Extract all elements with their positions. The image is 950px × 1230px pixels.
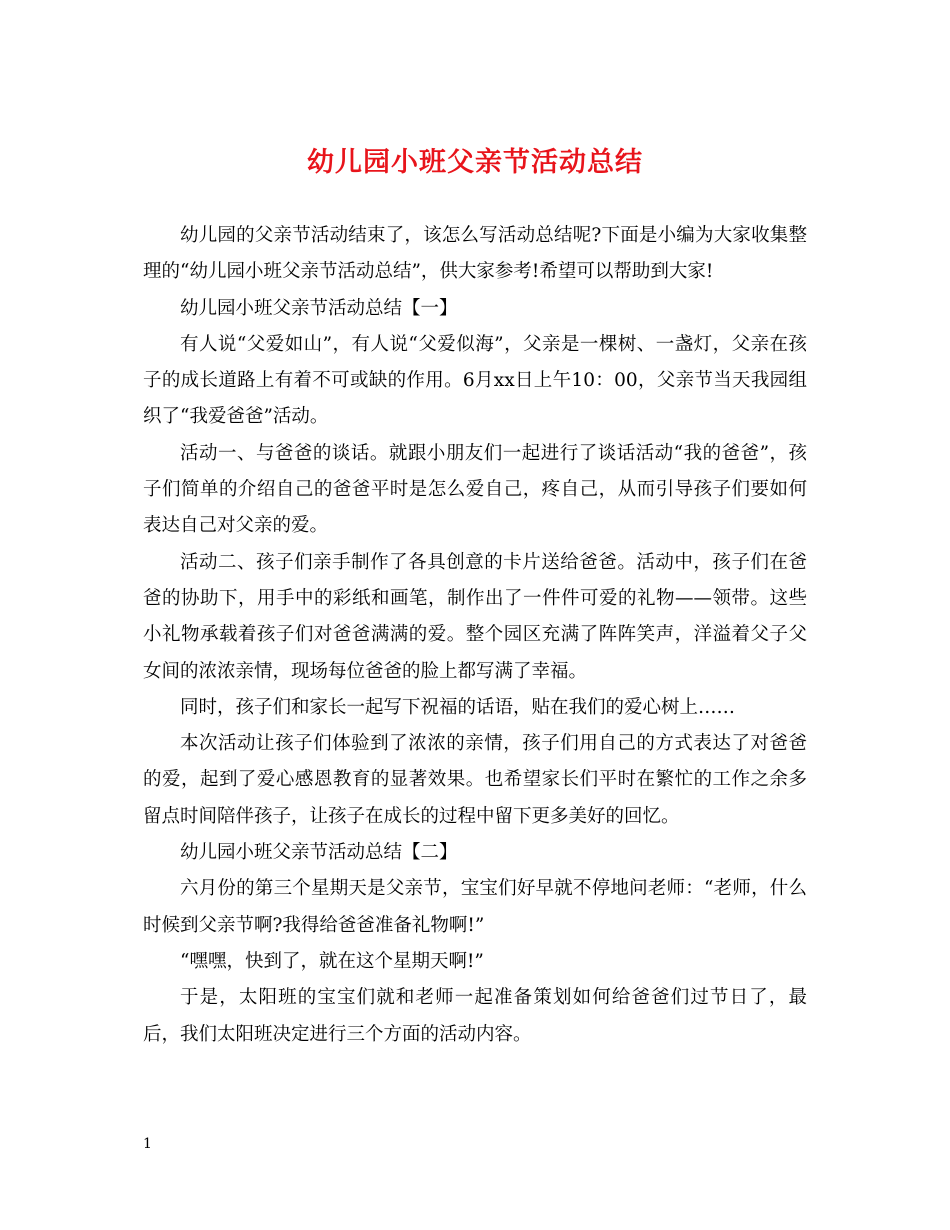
paragraph: 于是，太阳班的宝宝们就和老师一起准备策划如何给爸爸们过节日了，最后，我们太阳班决定进行三个方面的活动内容。: [143, 987, 807, 1045]
section-heading-1: 幼儿园小班父亲节活动总结【一】: [180, 297, 458, 319]
paragraph: “嘿嘿，快到了，就在这个星期天啊!”: [180, 950, 484, 972]
section-heading-2: 幼儿园小班父亲节活动总结【二】: [180, 842, 458, 864]
page-number: 1: [143, 1136, 152, 1152]
paragraph: 有人说“父爱如山”，有人说“父爱似海”，父亲是一棵树、一盏灯，父亲在孩子的成长道路上有着不可或缺的作用。6月xx日上午10：00，父亲节当天我园组织了“我爱爸爸”活动。: [143, 333, 807, 428]
document-title: 幼儿园小班父亲节活动总结: [307, 147, 643, 178]
paragraph: 六月份的第三个星期天是父亲节，宝宝们好早就不停地问老师：“老师，什么时候到父亲节啊?我得给爸爸准备礼物啊!”: [143, 878, 807, 936]
document-body: [143, 218, 807, 1053]
paragraph: 本次活动让孩子们体验到了浓浓的亲情，孩子们用自己的方式表达了对爸爸的爱，起到了爱心感恩教育的显著效果。也希望家长们平时在繁忙的工作之余多留点时间陪伴孩子，让孩子在成长的过程中留下更多美好的回忆。: [143, 733, 807, 827]
paragraph: 活动一、与爸爸的谈话。就跟小朋友们一起进行了谈话活动“我的爸爸”，孩子们简单的介绍自己的爸爸平时是怎么爱自己，疼自己，从而引导孩子们要如何表达自己对父亲的爱。: [143, 442, 807, 537]
paragraph: 活动二、孩子们亲手制作了各具创意的卡片送给爸爸。活动中，孩子们在爸爸的协助下，用手中的彩纸和画笔，制作出了一件件可爱的礼物——领带。这些小礼物承载着孩子们对爸爸满满的爱。整个园区充满了阵阵笑声，洋溢着父子父女间的浓浓亲情，现场每位爸爸的脸上都写满了幸福。: [143, 551, 807, 682]
paragraph-intro: 幼儿园的父亲节活动结束了，该怎么写活动总结呢?下面是小编为大家收集整理的“幼儿园小班父亲节活动总结”，供大家参考!希望可以帮助到大家!: [143, 225, 807, 283]
paragraph: 同时，孩子们和家长一起写下祝福的话语，贴在我们的爱心树上……: [180, 696, 736, 718]
